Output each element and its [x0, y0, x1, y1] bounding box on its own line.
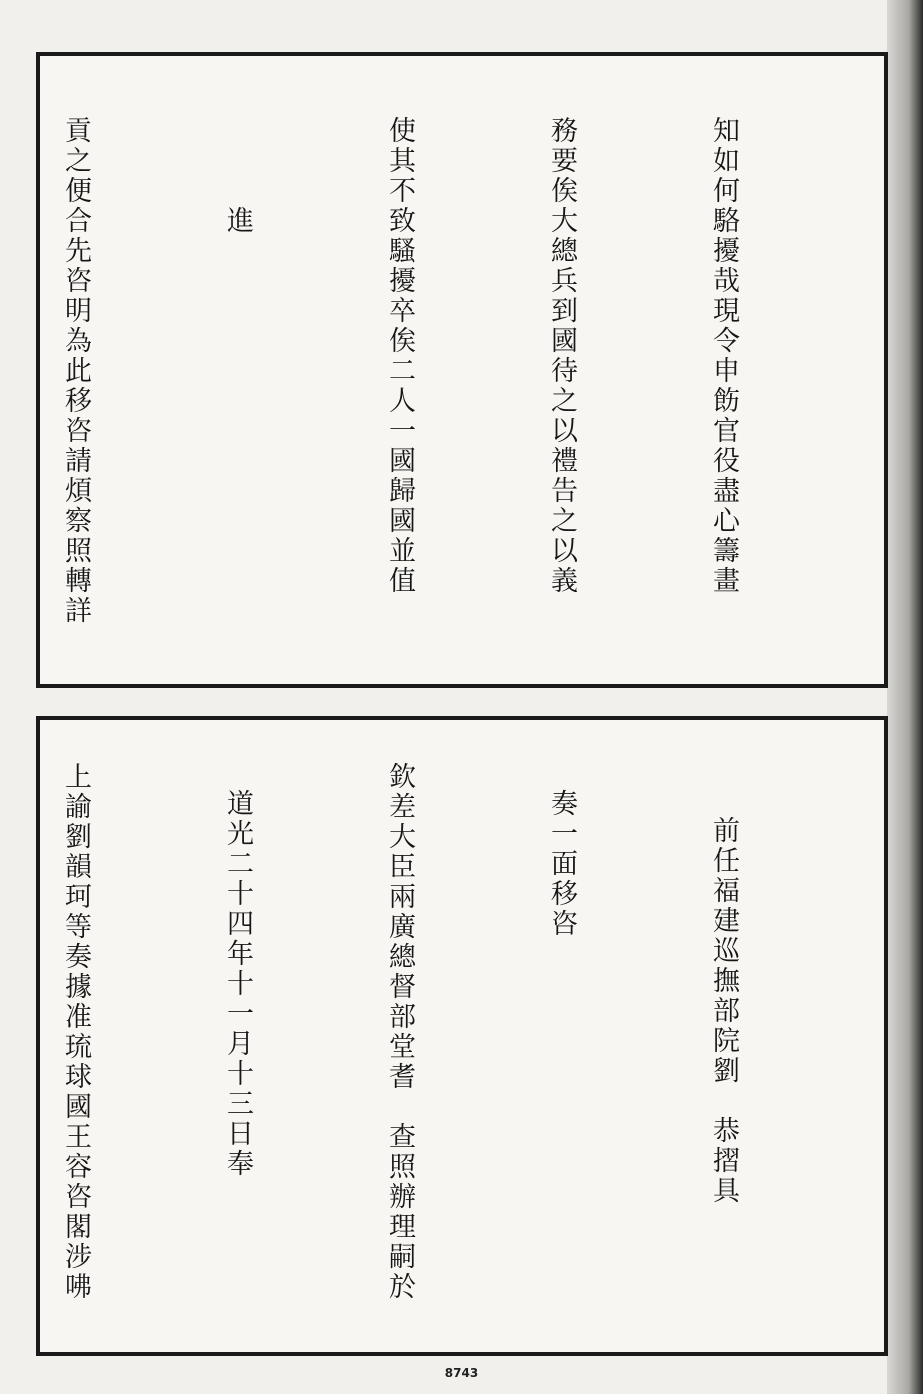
book-spine-shadow — [887, 0, 923, 1394]
text-column: 前任福建巡撫部院劉 恭摺具 — [708, 816, 739, 1206]
text-column: 道光二十四年十一月十三日奉 — [222, 789, 253, 1179]
lower-manuscript-text — [0, 762, 858, 1352]
text-column: 使其不致騷擾卒俟二人一國歸國並值 — [384, 116, 415, 596]
text-column: 貢之便合先咨明為此移咨請煩察照轉詳 — [60, 116, 91, 626]
text-column: 務要俟大總兵到國待之以禮告之以義 — [546, 116, 577, 596]
text-column: 進 — [222, 206, 253, 236]
page-number: 8743 — [444, 1366, 479, 1380]
text-column: 上諭劉韻珂等奏據准琉球國王容咨閣涉咈 — [60, 762, 91, 1302]
upper-manuscript-text — [0, 116, 858, 686]
text-column: 欽差大臣兩廣總督部堂耆 查照辦理嗣於 — [384, 762, 415, 1302]
text-column: 奏一面移咨 — [546, 789, 577, 939]
text-column: 知如何駱擾哉現令申飭官役盡心籌畫 — [708, 116, 739, 596]
upper-manuscript-panel — [36, 52, 888, 688]
lower-manuscript-panel — [36, 716, 888, 1356]
